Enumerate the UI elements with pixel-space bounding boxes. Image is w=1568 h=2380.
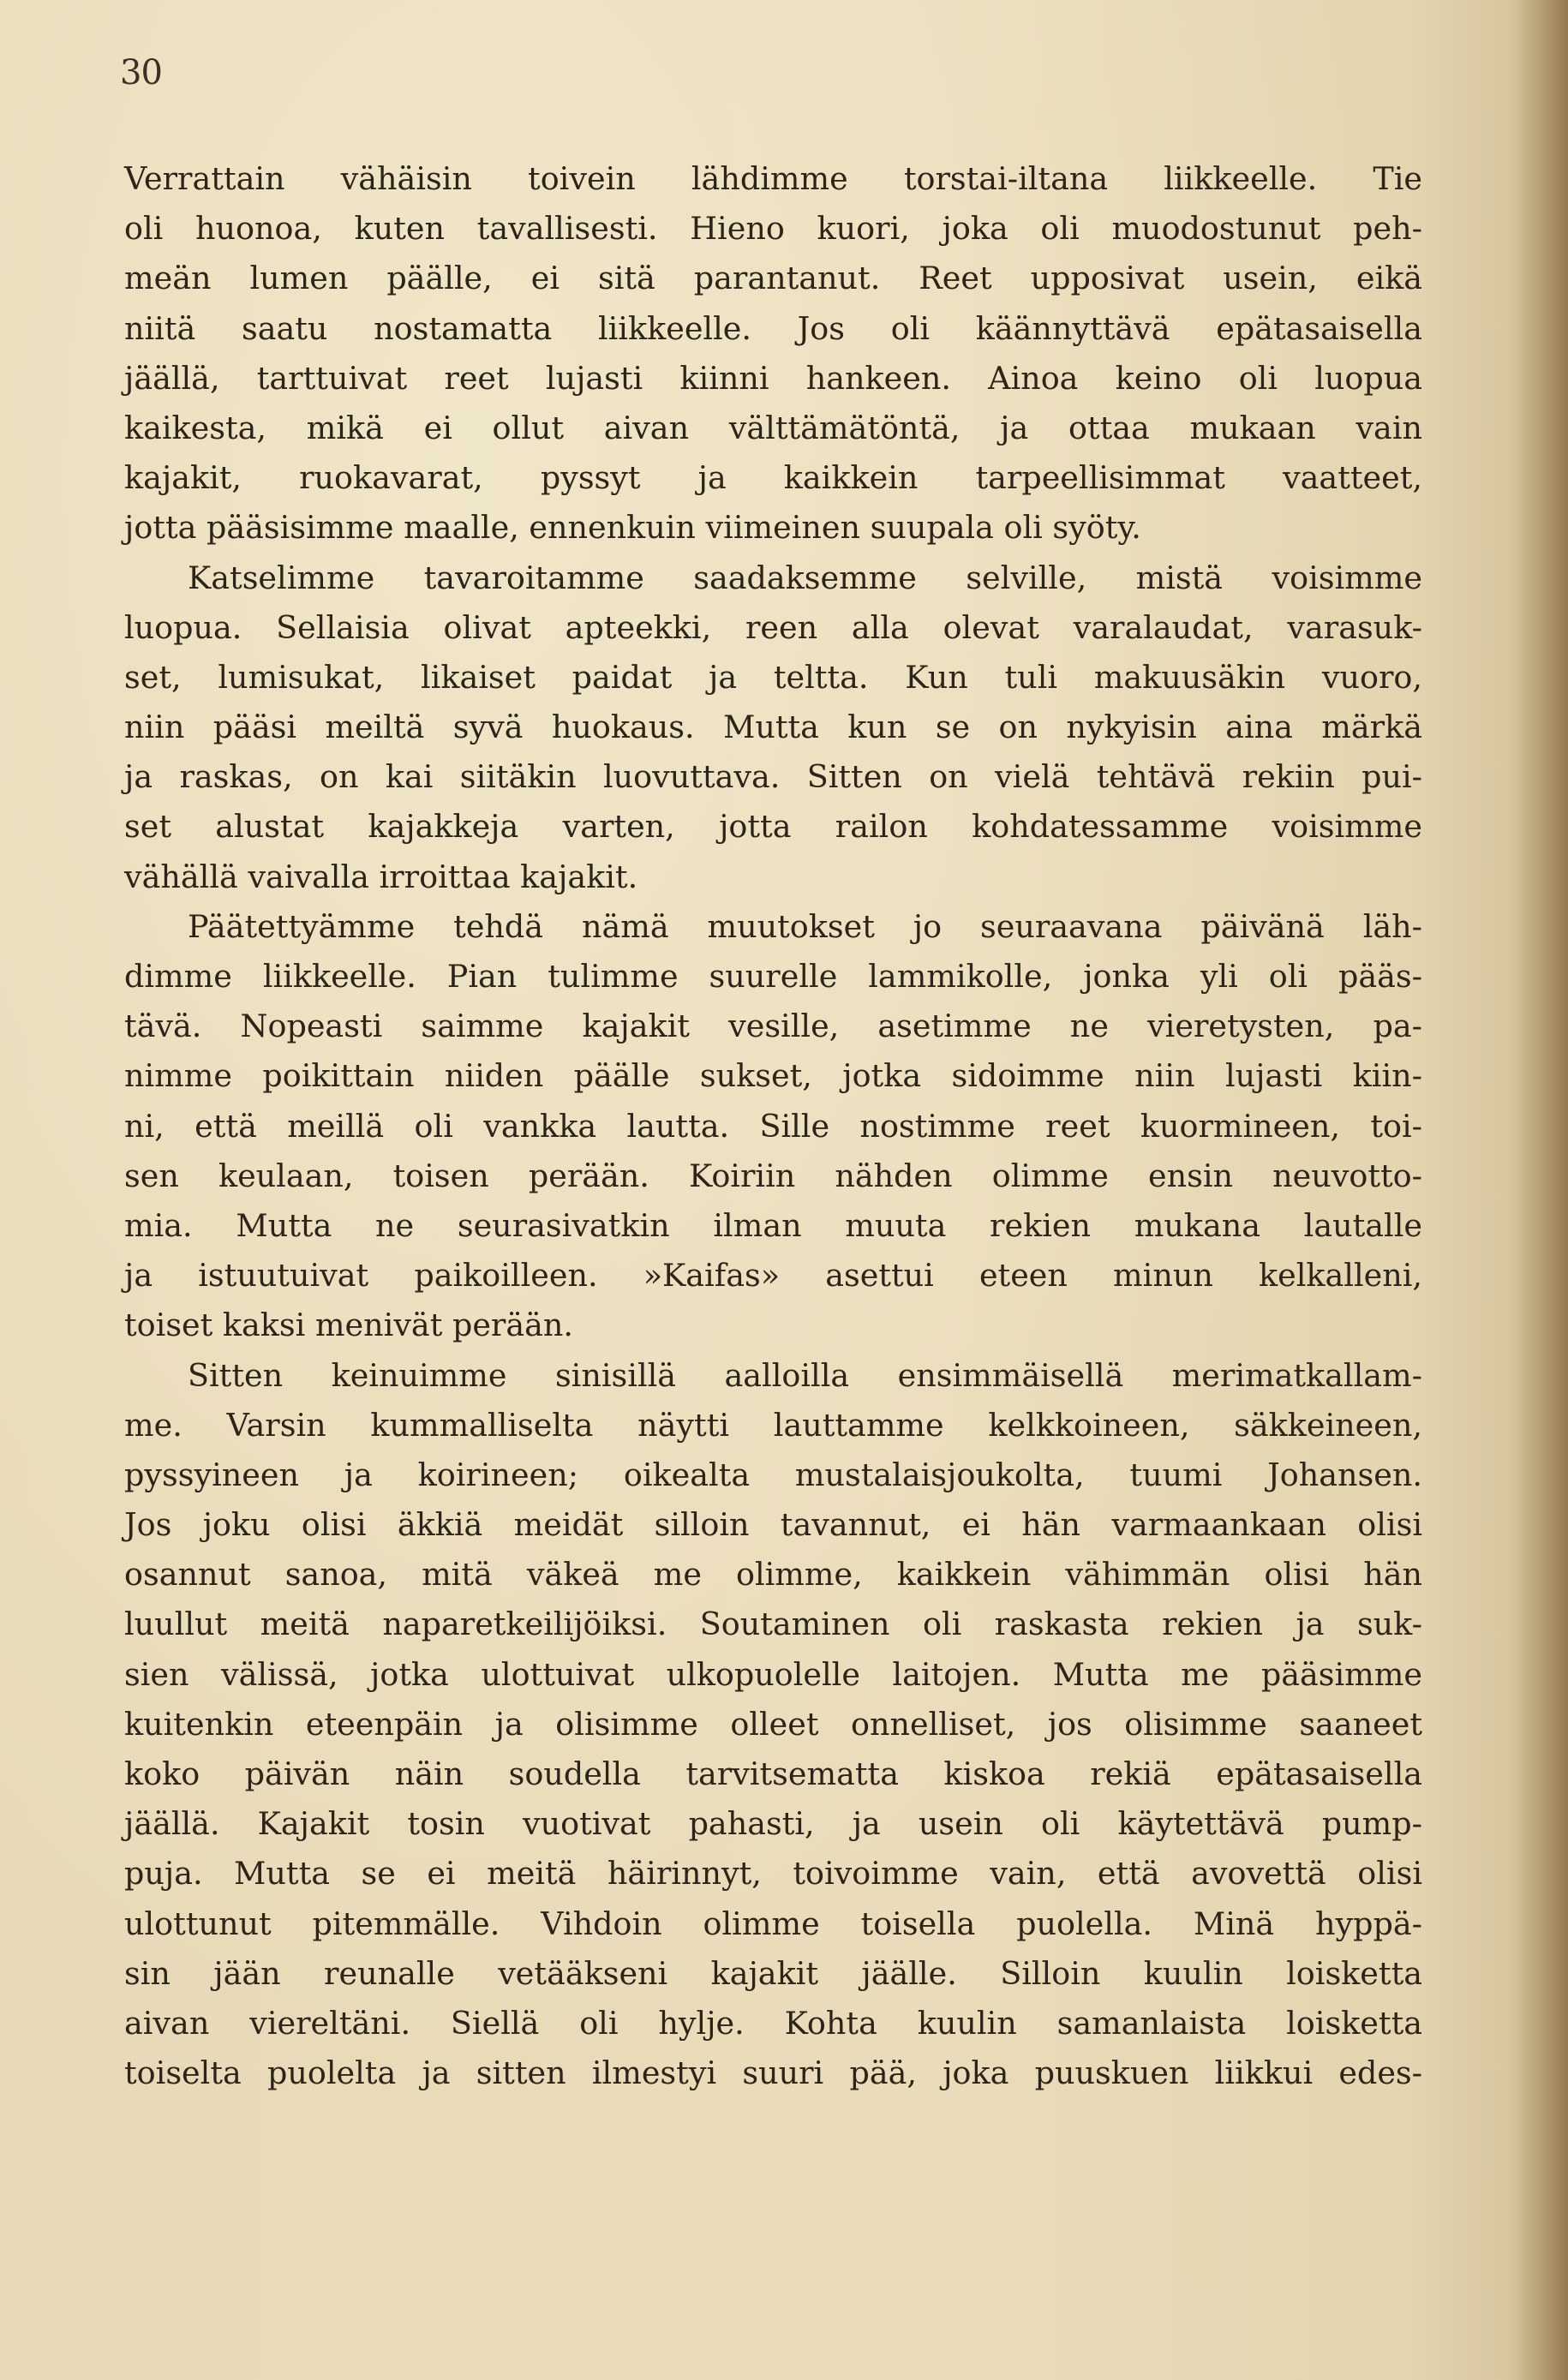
- text-line: aivan viereltäni. Siellä oli hylje. Kohta kuulin samanlaista loisketta: [124, 2004, 1422, 2042]
- text-line: ni, että meillä oli vankka lautta. Sille nostimme reet kuormineen, toi-: [124, 1107, 1422, 1145]
- body-text: [124, 154, 1422, 2098]
- text-line: set, lumisukat, likaiset paidat ja teltta. Kun tuli makuusäkin vuoro,: [124, 658, 1422, 696]
- text-line: Sitten keinuimme sinisillä aalloilla ensimmäisellä merimatkallam-: [188, 1356, 1422, 1394]
- text-line: jäällä, tarttuivat reet lujasti kiinni hankeen. Ainoa keino oli luopua: [124, 359, 1422, 397]
- page-number: 30: [120, 53, 162, 93]
- text-line: osannut sanoa, mitä väkeä me olimme, kaikkein vähimmän olisi hän: [124, 1556, 1422, 1594]
- text-line: kuitenkin eteenpäin ja olisimme olleet onnelliset, jos olisimme saaneet: [124, 1705, 1422, 1743]
- text-line: sin jään reunalle vetääkseni kajakit jäälle. Silloin kuulin loisketta: [124, 1954, 1422, 1992]
- text-line: ja istuutuivat paikoilleen. »Kaifas» asettui eteen minun kelkalleni,: [124, 1257, 1422, 1295]
- text-line: nimme poikittain niiden päälle sukset, jotka sidoimme niin lujasti kiin-: [124, 1057, 1422, 1095]
- text-line: sien välissä, jotka ulottuivat ulkopuolelle laitojen. Mutta me pääsimme: [124, 1655, 1422, 1693]
- text-line: jotta pääsisimme maalle, ennenkuin viimeinen suupala oli syöty.: [124, 509, 1141, 547]
- text-line: ulottunut pitemmälle. Vihdoin olimme toisella puolella. Minä hyppä-: [124, 1905, 1422, 1942]
- text-line: sen keulaan, toisen perään. Koiriin nähden olimme ensin neuvotto-: [124, 1157, 1422, 1194]
- text-line: toiselta puolelta ja sitten ilmestyi suuri pää, joka puuskuen liikkui edes-: [124, 2054, 1422, 2092]
- text-line: toiset kaksi menivät perään.: [124, 1307, 574, 1344]
- text-line: tävä. Nopeasti saimme kajakit vesille, asetimme ne vieretysten, pa-: [124, 1008, 1422, 1045]
- text-line: oli huonoa, kuten tavallisesti. Hieno kuori, joka oli muodostunut peh-: [124, 210, 1422, 248]
- text-line: kajakit, ruokavarat, pyssyt ja kaikkein tarpeellisimmat vaatteet,: [124, 459, 1422, 497]
- text-line: kaikesta, mikä ei ollut aivan välttämätöntä, ja ottaa mukaan vain: [124, 409, 1422, 446]
- text-line: meän lumen päälle, ei sitä parantanut. Reet upposivat usein, eikä: [124, 260, 1422, 297]
- text-line: Verrattain vähäisin toivein lähdimme torstai-iltana liikkeelle. Tie: [124, 160, 1422, 197]
- text-line: koko päivän näin soudella tarvitsematta kiskoa rekiä epätasaisella: [124, 1755, 1422, 1792]
- text-line: Jos joku olisi äkkiä meidät silloin tavannut, ei hän varmaankaan olisi: [124, 1506, 1422, 1544]
- text-line: jäällä. Kajakit tosin vuotivat pahasti, ja usein oli käytettävä pump-: [124, 1805, 1422, 1843]
- text-line: set alustat kajakkeja varten, jotta railon kohdatessamme voisimme: [124, 808, 1422, 846]
- text-line: luullut meitä naparetkeilijöiksi. Soutaminen oli raskasta rekien ja suk-: [124, 1606, 1422, 1643]
- text-line: Katselimme tavaroitamme saadaksemme selville, mistä voisimme: [188, 559, 1422, 596]
- text-line: mia. Mutta ne seurasivatkin ilman muuta rekien mukana lautalle: [124, 1206, 1422, 1244]
- text-line: vähällä vaivalla irroittaa kajakit.: [124, 858, 638, 895]
- text-line: me. Varsin kummalliselta näytti lauttamme kelkkoineen, säkkeineen,: [124, 1406, 1422, 1444]
- text-line: niitä saatu nostamatta liikkeelle. Jos oli käännyttävä epätasaisella: [124, 309, 1422, 347]
- text-line: puja. Mutta se ei meitä häirinnyt, toivoimme vain, että avovettä olisi: [124, 1855, 1422, 1893]
- text-line: niin pääsi meiltä syvä huokaus. Mutta kun se on nykyisin aina märkä: [124, 709, 1422, 746]
- text-line: luopua. Sellaisia olivat apteekki, reen alla olevat varalaudat, varasuk-: [124, 608, 1422, 646]
- page-edge-shadow: [1517, 0, 1568, 2380]
- text-line: dimme liikkeelle. Pian tulimme suurelle lammikolle, jonka yli oli pääs-: [124, 958, 1422, 995]
- text-line: Päätettyämme tehdä nämä muutokset jo seuraavana päivänä läh-: [188, 907, 1422, 945]
- text-line: pyssyineen ja koirineen; oikealta mustalaisjoukolta, tuumi Johansen.: [124, 1456, 1422, 1493]
- text-line: ja raskas, on kai siitäkin luovuttava. Sitten on vielä tehtävä rekiin pui-: [124, 758, 1422, 796]
